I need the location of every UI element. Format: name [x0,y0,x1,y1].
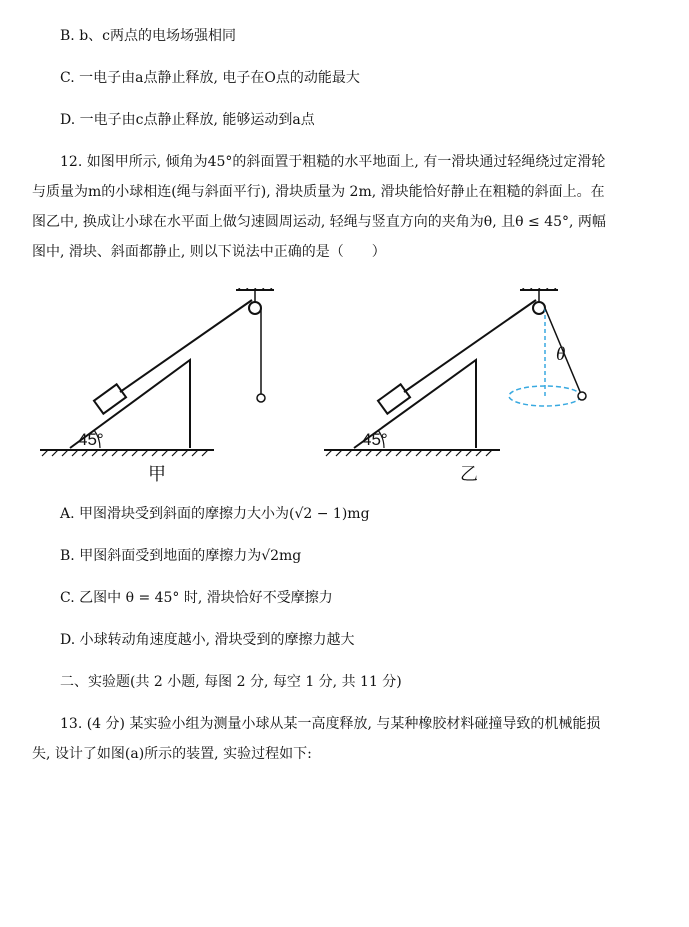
ball-right [578,392,586,400]
q12-line-2: 与质量为m的小球相连(绳与斜面平行), 滑块质量为 2m, 滑块能恰好静止在粗糙的斜面上。在 [32,184,605,200]
theta-label: θ [556,344,566,365]
pulley-left [249,302,261,314]
figure-jia [40,288,275,456]
ball-left [257,394,265,402]
option-b-prev: B. b、c两点的电场场强相同 [60,28,236,44]
option-c-prev: C. 一电子由a点静止释放, 电子在O点的动能最大 [60,70,360,86]
angle-label-left: 45° [78,430,104,449]
q12-line-4: 图中, 滑块、斜面都静止, 则以下说法中正确的是（ ） [32,244,386,260]
block-right [378,384,410,413]
caption-yi: 乙 [460,464,478,485]
q13-line-1: 13. (4 分) 某实验小组为测量小球从某一高度释放, 与某种橡胶材料碰撞导致的机械能损 [60,716,601,732]
q12-option-a: A. 甲图滑块受到斜面的摩擦力大小为(√2 − 1)mg [60,506,370,522]
q12-option-d: D. 小球转动角速度越小, 滑块受到的摩擦力越大 [60,632,355,648]
q12-line-1: 12. 如图甲所示, 倾角为45°的斜面置于粗糙的水平地面上, 有一滑块通过轻绳绕过定滑轮 [60,154,606,170]
rope-incline-right [404,300,536,392]
caption-jia: 甲 [148,464,166,485]
section-heading-experiments: 二、实验题(共 2 小题, 每图 2 分, 每空 1 分, 共 11 分) [60,674,402,690]
q12-option-b: B. 甲图斜面受到地面的摩擦力为√2mg [60,548,302,564]
pulley-right [533,302,545,314]
rope-incline-left [120,300,252,392]
q13-line-2: 失, 设计了如图(a)所示的装置, 实验过程如下: [32,746,312,762]
q12-option-c: C. 乙图中 θ = 45° 时, 滑块恰好不受摩擦力 [60,590,333,606]
angle-label-right: 45° [362,430,388,449]
q12-figure [30,288,640,488]
option-d-prev: D. 一电子由c点静止释放, 能够运动到a点 [60,112,315,128]
q12-line-3: 图乙中, 换成让小球在水平面上做匀速圆周运动, 轻绳与竖直方向的夹角为θ, 且θ ≤ 45°, 两幅 [32,214,606,230]
